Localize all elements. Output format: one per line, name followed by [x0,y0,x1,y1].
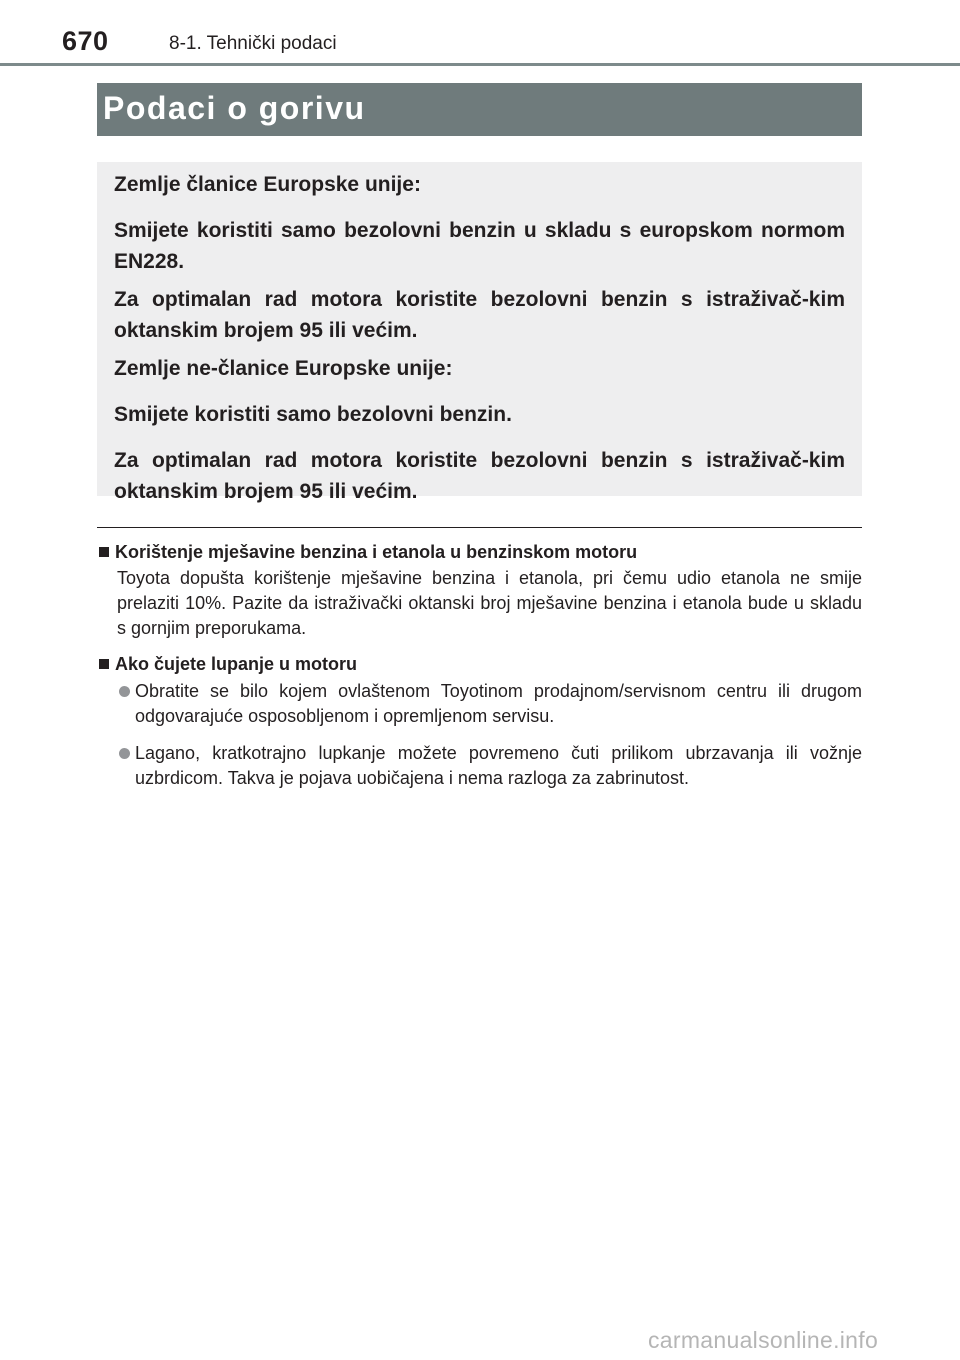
list-item [97,741,862,791]
non-eu-line-1: Smijete koristiti samo bezolovni benzin. [114,403,512,426]
section-divider [97,527,862,528]
title-bar [97,83,862,136]
circle-bullet-icon [119,748,130,759]
list-item-text: Obratite se bilo kojem ovlaštenom Toyotinom prodajnom/servisnom centru ili drugom odgovarajuće osposobljenom i opremljenom servisu. [135,681,862,726]
page-title: Podaci o gorivu [103,90,366,126]
eu-line-2: Za optimalan rad motora koristite bezolovni benzin s istraživač-kim oktanskim brojem 95 ili većim. [114,288,845,342]
topic-ethanol-text: Toyota dopušta korištenje mješavine benzina i etanola, pri čemu udio etanola ne smije prelaziti 10%. Pazite da istraživački oktanski broj mješavine benzina i etanola bude u skladu s gornjim preporukama. [117,568,862,638]
circle-bullet-icon [119,686,130,697]
topic-heading-text: Korištenje mješavine benzina i etanola u benzinskom motoru [115,542,638,562]
square-bullet-icon [99,547,109,557]
notes-content [97,539,862,803]
page-number: 670 [62,26,109,56]
list-item [97,679,862,729]
page-header [0,0,960,66]
topic-knocking-heading [97,651,862,677]
eu-heading: Zemlje članice Europske unije: [114,173,421,196]
list-item-text: Lagano, kratkotrajno lupkanje možete povremeno čuti prilikom ubrzavanja ili vožnje uzbrdicom. Takva je pojava uobičajena i nema razloga za zabrinutost. [135,743,862,788]
eu-line-1: Smijete koristiti samo bezolovni benzin u skladu s europskom normom EN228. [114,219,845,273]
non-eu-heading: Zemlje ne-članice Europske unije: [114,357,453,380]
watermark-text: carmanualsonline.info [648,1327,879,1353]
header-rule [0,63,960,66]
section-label: 8-1. Tehnički podaci [169,33,337,54]
square-bullet-icon [99,659,109,669]
topic-ethanol-heading [97,539,862,565]
fuel-info-box [97,162,862,503]
topic-heading-text: Ako čujete lupanje u motoru [115,654,358,674]
non-eu-line-2: Za optimalan rad motora koristite bezolovni benzin s istraživač-kim oktanskim brojem 95 ili većim. [114,449,845,503]
